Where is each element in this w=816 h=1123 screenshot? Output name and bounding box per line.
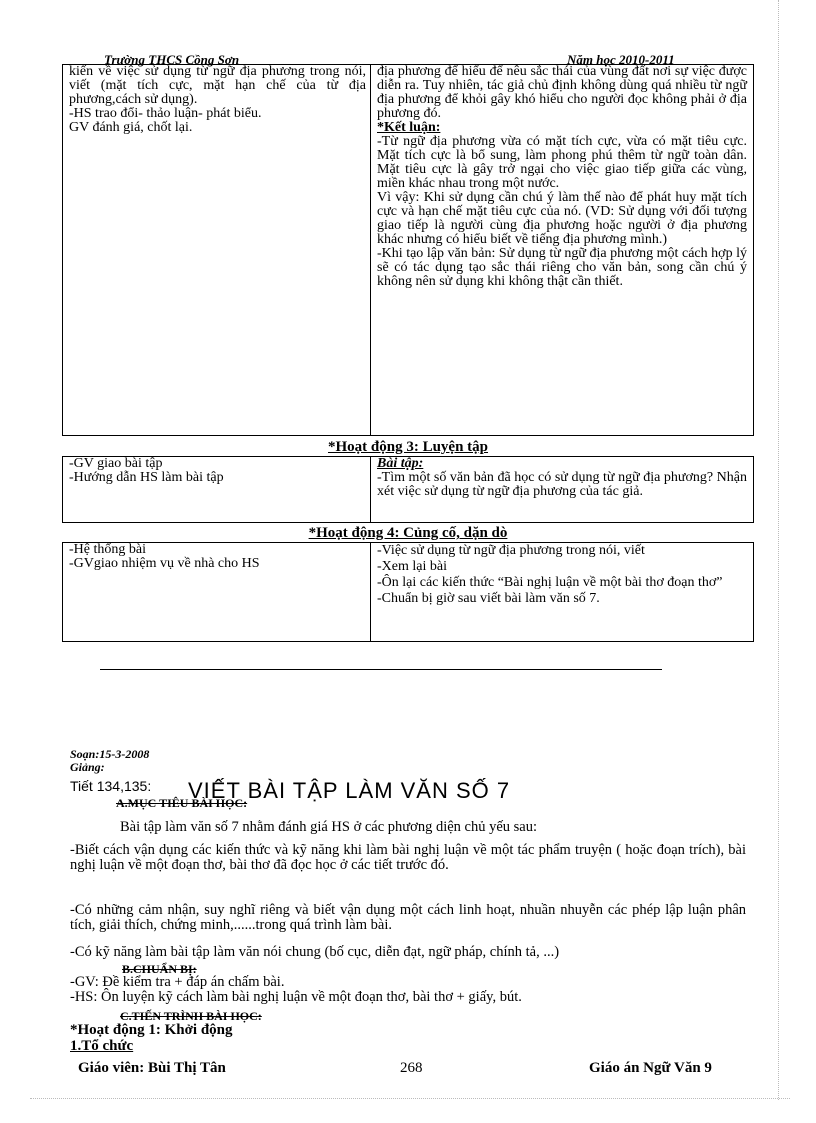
footer-teacher: Giáo viên: Bùi Thị Tân xyxy=(78,1060,226,1076)
lesson-intro xyxy=(70,820,746,835)
left-line: -HS trao đổi- thảo luận- phát biểu. xyxy=(69,106,262,121)
activity-3-title: *Hoạt động 3: Luyện tập xyxy=(327,439,489,455)
section-a-heading: A.MỤC TIÊU BÀI HỌC: xyxy=(116,796,248,810)
right-line: -Ôn lại các kiến thức “Bài nghị luận về một bài thơ đoạn thơ” xyxy=(377,575,723,590)
prep-line: -HS: Ôn luyện kỹ cách làm bài nghị luận về một đoạn thơ, bài thơ + giấy, bút. xyxy=(70,989,522,1005)
section-b-heading: B.CHUẨN BỊ: xyxy=(122,962,197,976)
left-line: GV đánh giá, chốt lại. xyxy=(69,120,193,135)
right-line: -Xem lại bài xyxy=(377,559,447,574)
organization-heading: 1.Tổ chức xyxy=(70,1038,134,1054)
table-activity-3 xyxy=(62,456,754,523)
right-point: -Khi tạo lập văn bản: Sử dụng từ ngữ địa phương một cách hợp lý sẽ có tác dụng tạo sắc thái riêng cho văn bản, song cần chú ý không nên sử dụng khi không thật cần thiết. xyxy=(377,246,747,289)
prep-line: -GV: Đề kiểm tra + đáp án chấm bài. xyxy=(70,974,285,990)
page-bottom-edge xyxy=(30,1098,790,1099)
goal-text: -Có những cảm nhận, suy nghĩ riêng và biết vận dụng một cách linh hoạt, nhuần nhuyễn các phép lập luận phân tích, giải thích, chứng minh,......trong quá trình làm bài. xyxy=(70,902,746,933)
table-activity-2 xyxy=(62,64,754,436)
left-line: kiến về việc sử dụng từ ngữ địa phương trong nói, viết (mặt tích cực, mặt hạn chế của từ địa phương,cách sử dụng). xyxy=(69,64,366,107)
lesson-goal xyxy=(70,945,746,960)
table-activity-2-left xyxy=(63,65,371,435)
prep-date: Soạn:15-3-2008 xyxy=(70,747,150,761)
footer-subject: Giáo án Ngữ Văn 9 xyxy=(589,1060,712,1076)
lesson-title: VIẾT BÀI TẬP LÀM VĂN SỐ 7 xyxy=(188,778,511,803)
conclusion-label: *Kết luận: xyxy=(377,120,441,135)
left-line: -GV giao bài tập xyxy=(69,456,163,471)
table-activity-3-right xyxy=(371,457,753,522)
left-line: -Hệ thống bài xyxy=(69,542,146,557)
page-number: 268 xyxy=(400,1060,423,1076)
exercise-label: Bài tập: xyxy=(377,456,424,471)
left-line: -Hướng dẫn HS làm bài tập xyxy=(69,470,224,485)
intro-text: Bài tập làm văn số 7 nhằm đánh giá HS ở các phương diện chủ yếu sau: xyxy=(120,819,538,835)
right-line: -Chuẩn bị giờ sau viết bài làm văn số 7. xyxy=(377,591,600,606)
prep-list xyxy=(70,975,746,1005)
activity-1-heading: *Hoạt động 1: Khởi động xyxy=(70,1022,233,1038)
school-name: Trường THCS Cồng Sơn xyxy=(104,52,240,67)
right-point: Vì vậy: Khi sử dụng cần chú ý làm thế nào để phát huy mặt tích cực và hạn chế mặt tiêu cực của nó. (VD: Sử dụng với đối tượng giao tiếp là người cùng địa phương hoặc người ở địa phương khác nhưng có hiểu biết về tiếng địa phương mình.) xyxy=(377,190,747,247)
left-line: -GVgiao nhiệm vụ về nhà cho HS xyxy=(69,556,260,571)
table-activity-2-right xyxy=(371,65,753,435)
section-c-heading: C.TIẾN TRÌNH BÀI HỌC: xyxy=(120,1009,262,1023)
goal-text: -Có kỹ năng làm bài tập làm văn nói chung (bố cục, diễn đạt, ngữ pháp, chính tả, ...) xyxy=(70,944,560,960)
table-activity-4-left xyxy=(63,543,371,641)
school-year: Năm học 2010-2011 xyxy=(567,52,675,67)
table-activity-4 xyxy=(62,542,754,642)
right-intro: địa phương để hiểu để nêu sắc thái của vùng đất nơi sự việc được diễn ra. Tuy nhiên, tác giả chủ định không dùng quá nhiều từ ngữ địa phương để khỏi gây khó hiểu cho người đọc không phải ở địa phương đó. xyxy=(377,64,747,121)
lesson-goal xyxy=(70,843,746,873)
table-activity-3-left xyxy=(63,457,371,522)
exercise-text: -Tìm một số văn bản đã học có sử dụng từ ngữ địa phương? Nhận xét việc sử dụng từ ngữ địa phương của tác giả. xyxy=(377,470,747,499)
activity-4-title: *Hoạt động 4: Củng cố, dặn dò xyxy=(308,525,508,541)
right-point: -Từ ngữ địa phương vừa có mặt tích cực, vừa có mặt tiêu cực. Mặt tích cực là bổ sung, làm phong phú thêm từ ngữ toàn dân. Mặt tiêu cực là gây trở ngại cho việc giao tiếp giữa các vùng, miền khác nhau trong một nước. xyxy=(377,134,747,191)
right-cell-text xyxy=(377,65,747,289)
lesson-period: Tiết 134,135: xyxy=(70,778,152,794)
goal-text: -Biết cách vận dụng các kiến thức và kỹ năng khi làm bài nghị luận về một tác phẩm truyện ( hoặc đoạn trích), bài nghị luận về một đoạn thơ, bài thơ đã đọc học ở các tiết trước đó. xyxy=(70,842,746,873)
section-divider xyxy=(100,669,662,670)
right-line: -Việc sử dụng từ ngữ địa phương trong nói, viết xyxy=(377,543,645,558)
teach-date: Giảng: xyxy=(70,760,105,774)
lesson-goal xyxy=(70,903,746,933)
page-right-edge xyxy=(778,0,779,1100)
left-cell-text xyxy=(69,65,366,135)
table-activity-4-right xyxy=(371,543,753,641)
